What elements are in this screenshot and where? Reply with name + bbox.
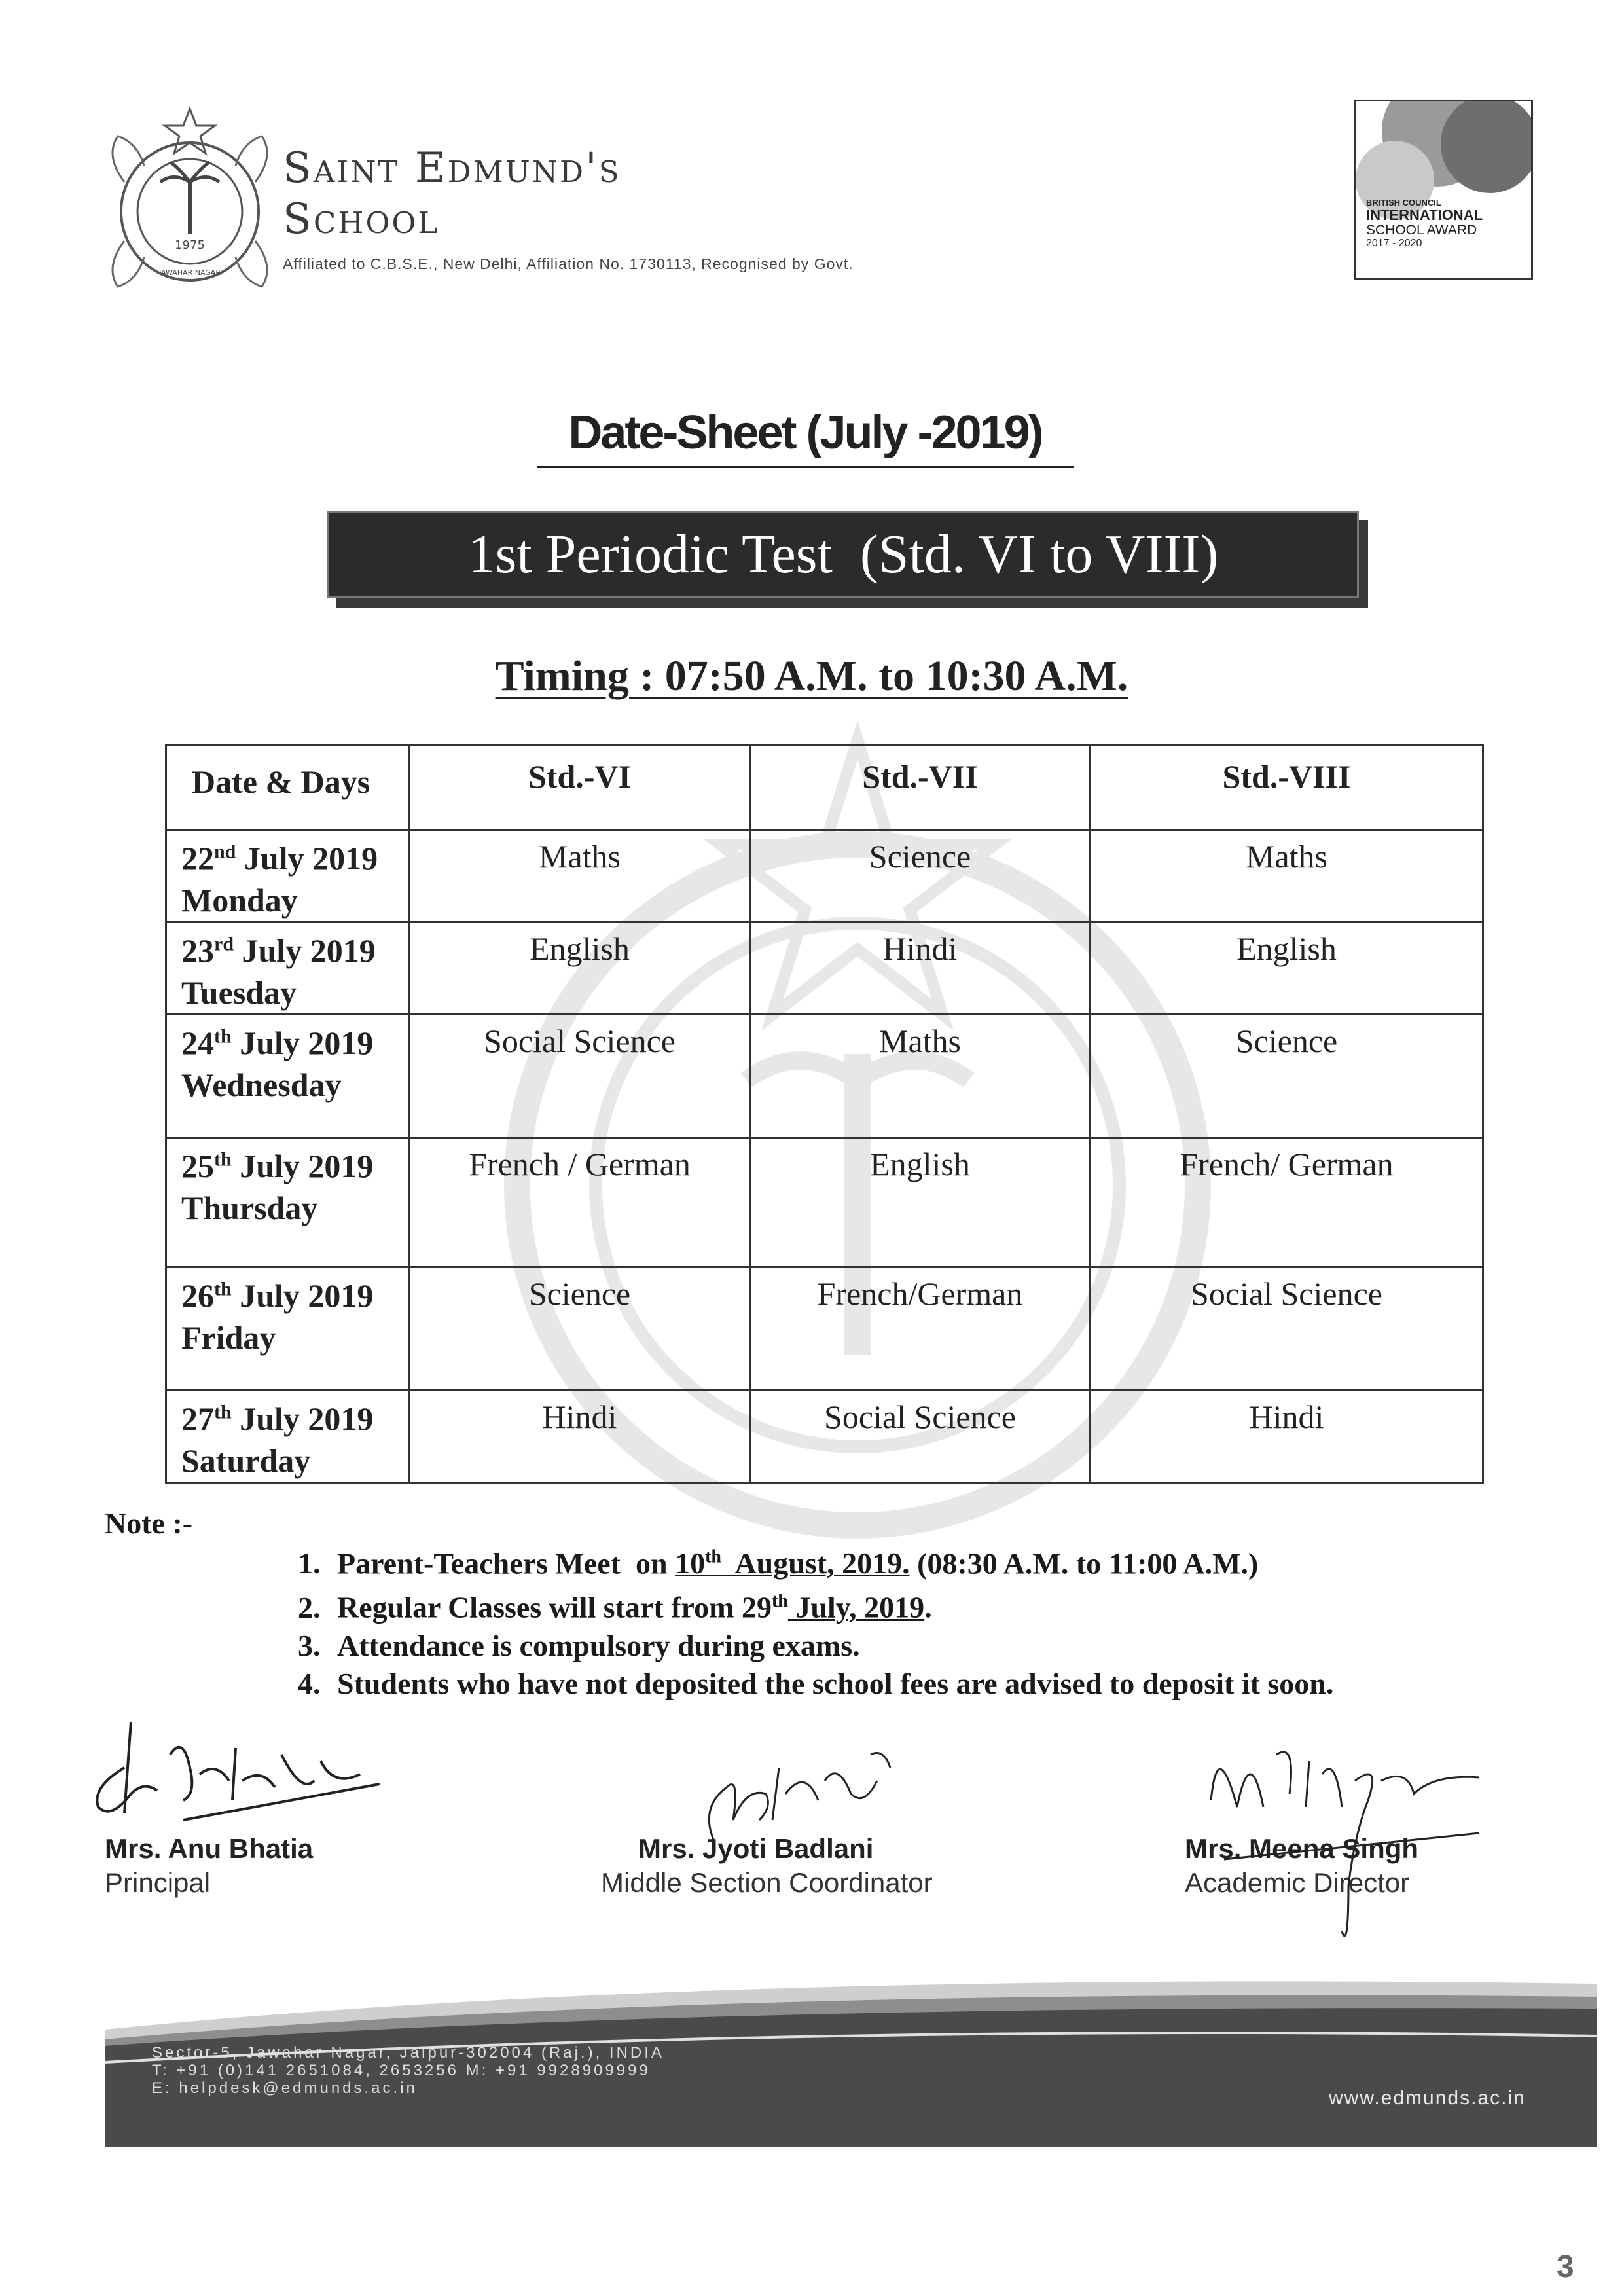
footer-address: Sector-5, Jawahar Nagar, Jaipur-302004 (Raj.), INDIA: [152, 2044, 664, 2062]
school-crest-logo: [98, 103, 281, 303]
test-banner-wrapper: [327, 511, 1368, 608]
header-std-vi: Std.-VI: [410, 745, 750, 830]
school-name-line1: Saint Edmund's: [283, 144, 621, 192]
logo-year: 1975: [175, 238, 205, 252]
std-vii-subject: Hindi: [750, 922, 1091, 1015]
std-vi-subject: English: [410, 922, 750, 1015]
table-row: [166, 922, 1483, 1015]
table-row: [166, 1138, 1483, 1267]
std-viii-subject: French/ German: [1091, 1138, 1483, 1267]
footer-website: www.edmunds.ac.in: [1329, 2087, 1526, 2109]
signatory-role: Middle Section Coordinator: [601, 1867, 933, 1898]
std-viii-subject: Science: [1091, 1015, 1483, 1138]
footer-email: E: helpdesk@edmunds.ac.in: [152, 2079, 418, 2097]
award-line2: SCHOOL AWARD: [1366, 223, 1477, 238]
affiliation-text: Affiliated to C.B.S.E., New Delhi, Affiliation No. 1730113, Recognised by Govt.: [283, 255, 854, 272]
std-viii-subject: English: [1091, 922, 1483, 1015]
signatory-role: Principal: [105, 1867, 211, 1898]
std-viii-subject: Maths: [1091, 830, 1483, 922]
date-cell: 25th July 2019 Thursday: [166, 1138, 410, 1267]
std-viii-subject: Hindi: [1091, 1391, 1483, 1483]
note-label: Note :-: [105, 1506, 193, 1540]
date-cell: 26th July 2019 Friday: [166, 1267, 410, 1391]
date-cell: 22nd July 2019 Monday: [166, 830, 410, 922]
table-header-row: [166, 745, 1483, 830]
signatory-name: Mrs. Jyoti Badlani: [638, 1833, 874, 1864]
header-std-vii: Std.-VII: [750, 745, 1091, 830]
std-vi-subject: Hindi: [410, 1391, 750, 1483]
note-item: 4. Students who have not deposited the school fees are advised to deposit it soon.: [298, 1666, 1334, 1700]
date-cell: 23rd July 2019 Tuesday: [166, 922, 410, 1015]
international-school-award-badge: [1354, 100, 1533, 280]
footer-contact: [152, 2044, 664, 2097]
header-std-viii: Std.-VIII: [1091, 745, 1483, 830]
date-cell: 24th July 2019 Wednesday: [166, 1015, 410, 1138]
test-banner: 1st Periodic Test (Std. VI to VIII): [327, 511, 1359, 598]
exam-timing: Timing : 07:50 A.M. to 10:30 A.M.: [495, 652, 1128, 700]
school-name-line2: School: [283, 195, 440, 244]
note-item: 2. Regular Classes will start from 29th July, 2019.: [298, 1590, 932, 1624]
school-name: [283, 143, 621, 245]
note-item: 3. Attendance is compulsory during exams.: [298, 1628, 860, 1662]
logo-place: JAWAHAR NAGAR: [159, 268, 221, 277]
std-vii-subject: Social Science: [750, 1391, 1091, 1483]
std-vii-subject: English: [750, 1138, 1091, 1267]
date-sheet-title: Date-Sheet (July -2019): [537, 406, 1074, 468]
award-years: 2017 - 2020: [1366, 238, 1422, 249]
page-number: 3: [1557, 2250, 1574, 2284]
footer-phone: T: +91 (0)141 2651084, 2653256 M: +91 9928909999: [152, 2062, 651, 2079]
std-vi-subject: Social Science: [410, 1015, 750, 1138]
signatory-name: Mrs. Meena Singh: [1185, 1833, 1419, 1864]
table-row: [166, 1015, 1483, 1138]
std-vi-subject: Science: [410, 1267, 750, 1391]
std-vii-subject: Science: [750, 830, 1091, 922]
date-sheet-table: [165, 744, 1484, 1484]
std-vii-subject: French/German: [750, 1267, 1091, 1391]
table-row: [166, 1391, 1483, 1483]
note-item: 1. Parent-Teachers Meet on 10th August, 2019. (08:30 A.M. to 11:00 A.M.): [298, 1546, 1259, 1580]
header-date-days: Date & Days: [166, 745, 410, 830]
table-row: [166, 1267, 1483, 1391]
signatory-name: Mrs. Anu Bhatia: [105, 1833, 314, 1864]
std-viii-subject: Social Science: [1091, 1267, 1483, 1391]
principal-signature: [85, 1709, 393, 1840]
award-line1: INTERNATIONAL: [1366, 207, 1483, 223]
notes-list: [298, 1539, 1333, 1703]
std-vi-subject: Maths: [410, 830, 750, 922]
std-vii-subject: Maths: [750, 1015, 1091, 1138]
date-cell: 27th July 2019 Saturday: [166, 1391, 410, 1483]
signatory-role: Academic Director: [1185, 1867, 1410, 1898]
std-vi-subject: French / German: [410, 1138, 750, 1267]
award-council: BRITISH COUNCIL: [1366, 198, 1441, 208]
table-row: [166, 830, 1483, 922]
